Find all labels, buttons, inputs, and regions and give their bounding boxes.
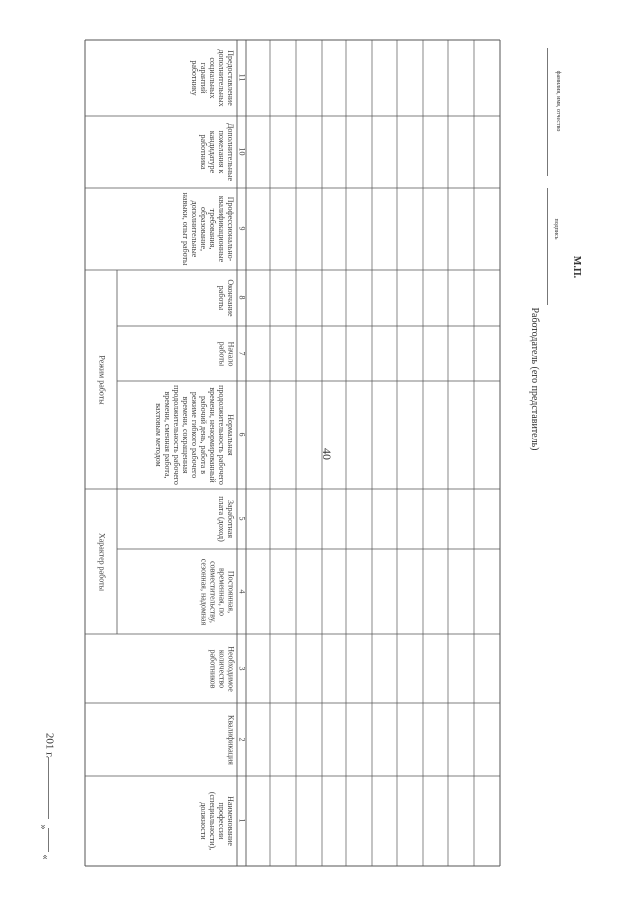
- column-header-3: [88, 638, 234, 699]
- column-number: 5: [237, 516, 246, 521]
- column-header-label: Квалификация: [226, 714, 235, 765]
- column-number: 10: [237, 147, 246, 156]
- column-header-label: Необходимое количество работников: [208, 645, 235, 692]
- date-month-line: [48, 757, 49, 819]
- column-header-label: Дополнительные пожелания к кандидатуре работника: [199, 122, 235, 182]
- seal-label: М.П.: [571, 255, 582, 279]
- column-header-label: Постоянная, временная, по совместительству, сезонная, надомная: [199, 558, 235, 625]
- signature-caption: подпись: [553, 218, 559, 240]
- column-header-9: [88, 192, 234, 266]
- column-header-label: Нормальная продолжительность рабочего времени, ненормированный рабочий день, работа в режиме гибкого рабочего времени, сокращенная продолжительность рабочего времени, сменная работа, вахтовым методом: [154, 385, 235, 485]
- name-line: [547, 48, 548, 176]
- column-header-label: Заработная плата (доход): [217, 496, 235, 542]
- column-header-8: [120, 274, 234, 322]
- date-year: 201 г.: [43, 732, 56, 759]
- column-number: 9: [237, 226, 246, 231]
- column-header-label: Окончание работы: [217, 279, 235, 317]
- column-header-label: Начало работы: [217, 341, 235, 366]
- name-caption: фамилия, имя, отчество: [555, 70, 561, 132]
- column-header-label: Предоставление дополнительных социальных гарантий работнику: [190, 49, 235, 107]
- group-header-work-character: Характер работы: [97, 532, 106, 591]
- column-number: 7: [237, 351, 246, 355]
- column-header-1: [88, 780, 234, 862]
- column-header-label: Профессионально-квалификационные требования, образование, дополнительные навыки, опыт работы: [181, 192, 235, 266]
- column-number: 11: [237, 73, 246, 82]
- page-number: 40: [320, 448, 334, 460]
- column-number: 8: [237, 295, 246, 300]
- column-header-4: [120, 553, 234, 630]
- signature-line: [547, 188, 548, 305]
- group-header-work-schedule: Режим работы: [97, 354, 106, 405]
- employer-label: Работодатель (его представитель): [529, 307, 540, 451]
- column-number: 1: [237, 818, 246, 823]
- column-number: 6: [237, 432, 246, 437]
- date-day-line: [48, 828, 49, 852]
- column-header-6: [120, 385, 234, 485]
- column-header-10: [88, 120, 234, 184]
- column-number: 2: [237, 737, 246, 741]
- date-open-quote: «: [39, 854, 51, 860]
- column-header-label: Наименование профессии (специальности), должности: [199, 791, 235, 851]
- column-header-5: [120, 493, 234, 545]
- column-header-7: [120, 330, 234, 377]
- column-number: 4: [237, 589, 246, 593]
- column-header-11: [88, 44, 234, 112]
- date-close-quote: »: [37, 824, 49, 830]
- column-header-2: [88, 707, 234, 772]
- column-number: 3: [237, 666, 246, 670]
